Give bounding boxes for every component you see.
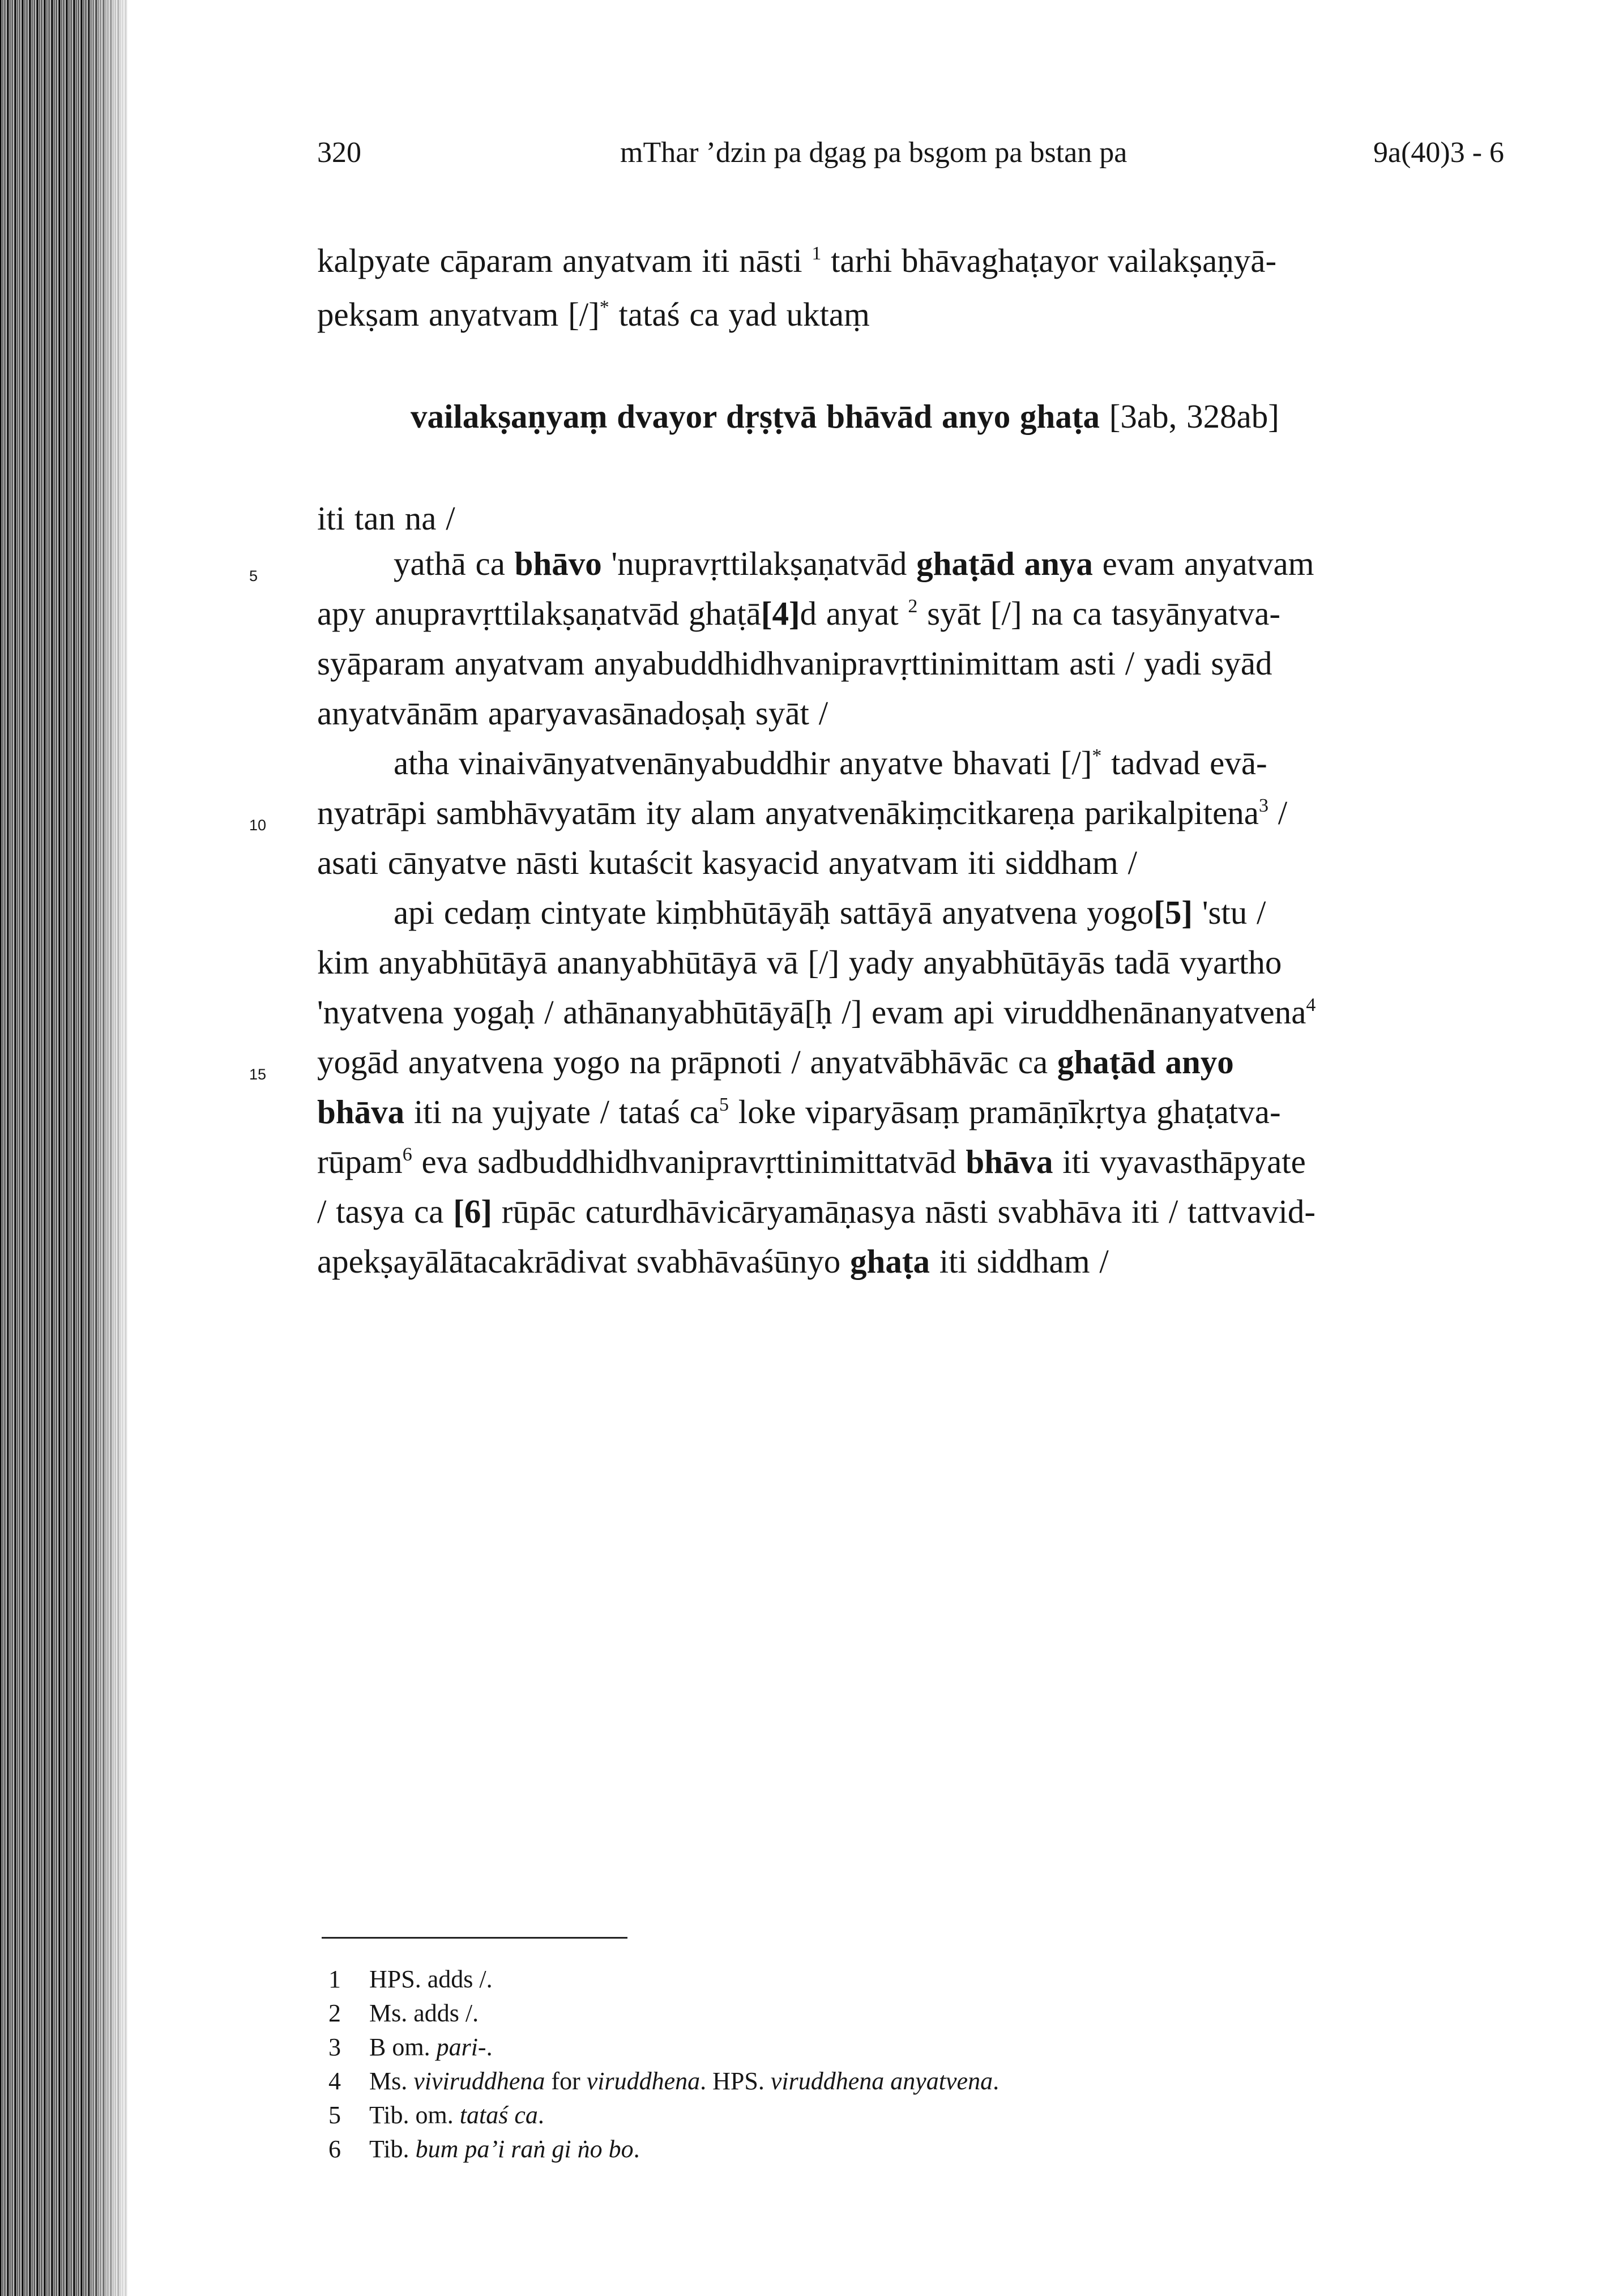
text-line: 'nyatvena yogaḥ / athānanyabhūtāyā[ḥ /] evam api viruddhenānanyatvena$^4$ (317, 993, 1316, 1031)
footnote-ref: * (599, 297, 609, 318)
text-line: yogād anyatvena yogo na prāpnoti / anyatvābhāvāc ca ghaṭād anyo (317, 1043, 1234, 1081)
footnote: 5 Tib. om. tataś ca. (328, 2101, 544, 2129)
footnote-ref: 6 (402, 1144, 412, 1165)
footnote: 4 Ms. viviruddhena for viruddhena. HPS. viruddhena anyatvena. (328, 2067, 1000, 2095)
page-number: 320 (317, 136, 361, 169)
text-line: api cedaṃ cintyate kiṃbhūtāyāḥ sattāyā anyatvena yogo[5] 'stu / (394, 894, 1266, 931)
gutter-fade (85, 0, 136, 2296)
text-line: yathā ca bhāvo 'nupravṛttilakṣaṇatvād ghaṭād anya evam anyatvam (394, 545, 1314, 582)
text-line: bhāva iti na yujyate / tataś $ca^5$ loke viparyāsaṃ pramāṇīkṛtya ghaṭatva- (317, 1093, 1281, 1130)
footnote-ref: 3 (1258, 795, 1268, 816)
line-number: 10 (249, 817, 267, 834)
running-title: mThar ’dzin pa dgag pa bsgom pa bstan pa (620, 136, 1127, 169)
text-line: pekṣam anyatvam [/]* tataś ca yad uktaṃ (317, 296, 870, 333)
text-line: asati cānyatve nāsti kutaścit kasyacid anyatvam iti siddham / (317, 844, 1137, 881)
text-line: nyatrāpi sambhāvyatām ity alam anyatvenākiṃcitkareṇa parikalpitena$^3$ / (317, 794, 1288, 831)
footnote-ref: 5 (719, 1094, 729, 1115)
text-line: rūpam$^6$ eva sadbuddhidhvanipravṛttinimittatvād bhāva iti vyavasthāpyate (317, 1143, 1306, 1180)
section-reference: 9a(40)3 - 6 (1373, 136, 1505, 169)
footnote-ref: 2 (908, 596, 918, 617)
text-line: anyatvānām aparyavasānadoṣaḥ syāt / (317, 694, 828, 732)
text-line: / tasya ca [6] rūpāc caturdhāvicāryamāṇasya nāsti svabhāva iti / tattvavid- (317, 1193, 1316, 1230)
text-line: kalpyate cāparam anyatvam iti nāsti $^1$ tarhi bhāvaghaṭayor vailakṣaṇyā- (317, 242, 1277, 279)
line-number: 5 (249, 567, 258, 584)
text-line: kim anyabhūtāyā ananyabhūtāyā vā [/] yady anyabhūtāyās tadā vyartho (317, 944, 1282, 981)
line-number: 15 (249, 1066, 267, 1083)
verse-quotation: vailakṣaṇyaṃ dvayor dṛṣṭvā bhāvād anyo ghaṭa [3ab, 328ab] (411, 398, 1279, 435)
footnote: 6 Tib. bum pa’i raṅ gi ṅo bo. (328, 2135, 640, 2163)
footnote-ref: * (1092, 745, 1102, 766)
text-line: iti tan na / (317, 500, 455, 537)
text-line: apekṣayālātacakrādivat svabhāvaśūnyo ghaṭa iti siddham / (317, 1243, 1109, 1280)
footnote: 1 HPS. adds /. (328, 1965, 493, 1993)
footnote-ref: 1 (812, 243, 822, 264)
text-line: syāparam anyatvam anyabuddhidhvanipravṛttinimittam asti / yadi syād (317, 645, 1272, 682)
footnote-divider (322, 1937, 627, 1939)
footnote-ref: 4 (1306, 995, 1316, 1015)
text-line: atha vinaivānyatvenānyabuddhir anyatve bhavati [/]* tadvad evā- (394, 744, 1267, 782)
footnote: 2 Ms. adds /. (328, 1999, 479, 2027)
footnote: 3 B om. pari-. (328, 2033, 493, 2061)
text-line: apy anupravṛttilakṣaṇatvād ghaṭā[4]d anyat $^2$ syāt [/] na ca tasyānyatva- (317, 595, 1281, 632)
